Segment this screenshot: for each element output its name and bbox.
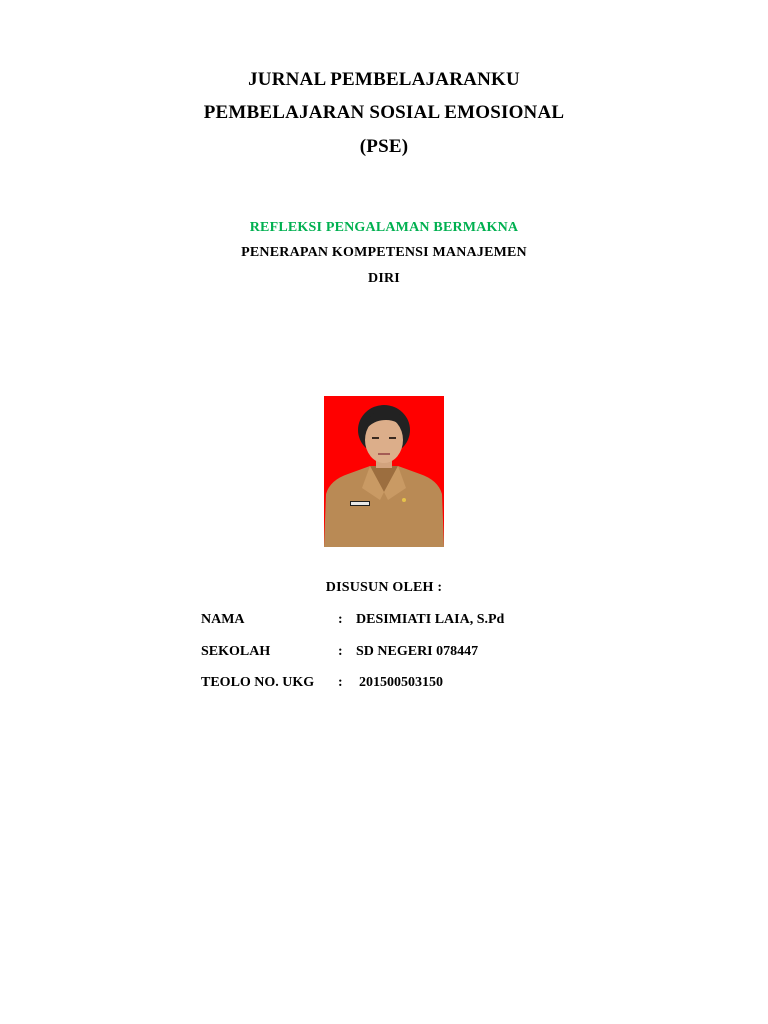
ukg-number-label: TEOLO NO. UKG <box>201 675 315 690</box>
ukg-number-colon: : <box>338 675 343 690</box>
author-photo <box>324 396 444 547</box>
school-label: SEKOLAH <box>201 644 271 659</box>
prepared-by-heading: DISUSUN OLEH : <box>325 580 443 595</box>
name-label: NAMA <box>201 612 245 627</box>
competency-line: PENERAPAN KOMPETENSI MANAJEMEN <box>241 245 527 260</box>
name-colon: : <box>338 612 343 627</box>
portrait-illustration <box>324 396 444 547</box>
school-colon: : <box>338 644 343 659</box>
school-value: SD NEGERI 078447 <box>356 644 479 659</box>
name-value: DESIMIATI LAIA, S.Pd <box>356 612 505 627</box>
reflection-heading: REFLEKSI PENGALAMAN BERMAKNA <box>249 220 519 235</box>
journal-title: JURNAL PEMBELAJARANKU <box>248 69 520 90</box>
competency-line-continued: DIRI <box>368 271 400 286</box>
journal-abbreviation: (PSE) <box>359 136 409 157</box>
journal-subject: PEMBELAJARAN SOSIAL EMOSIONAL <box>203 102 565 123</box>
ukg-number-value: 201500503150 <box>359 675 443 690</box>
